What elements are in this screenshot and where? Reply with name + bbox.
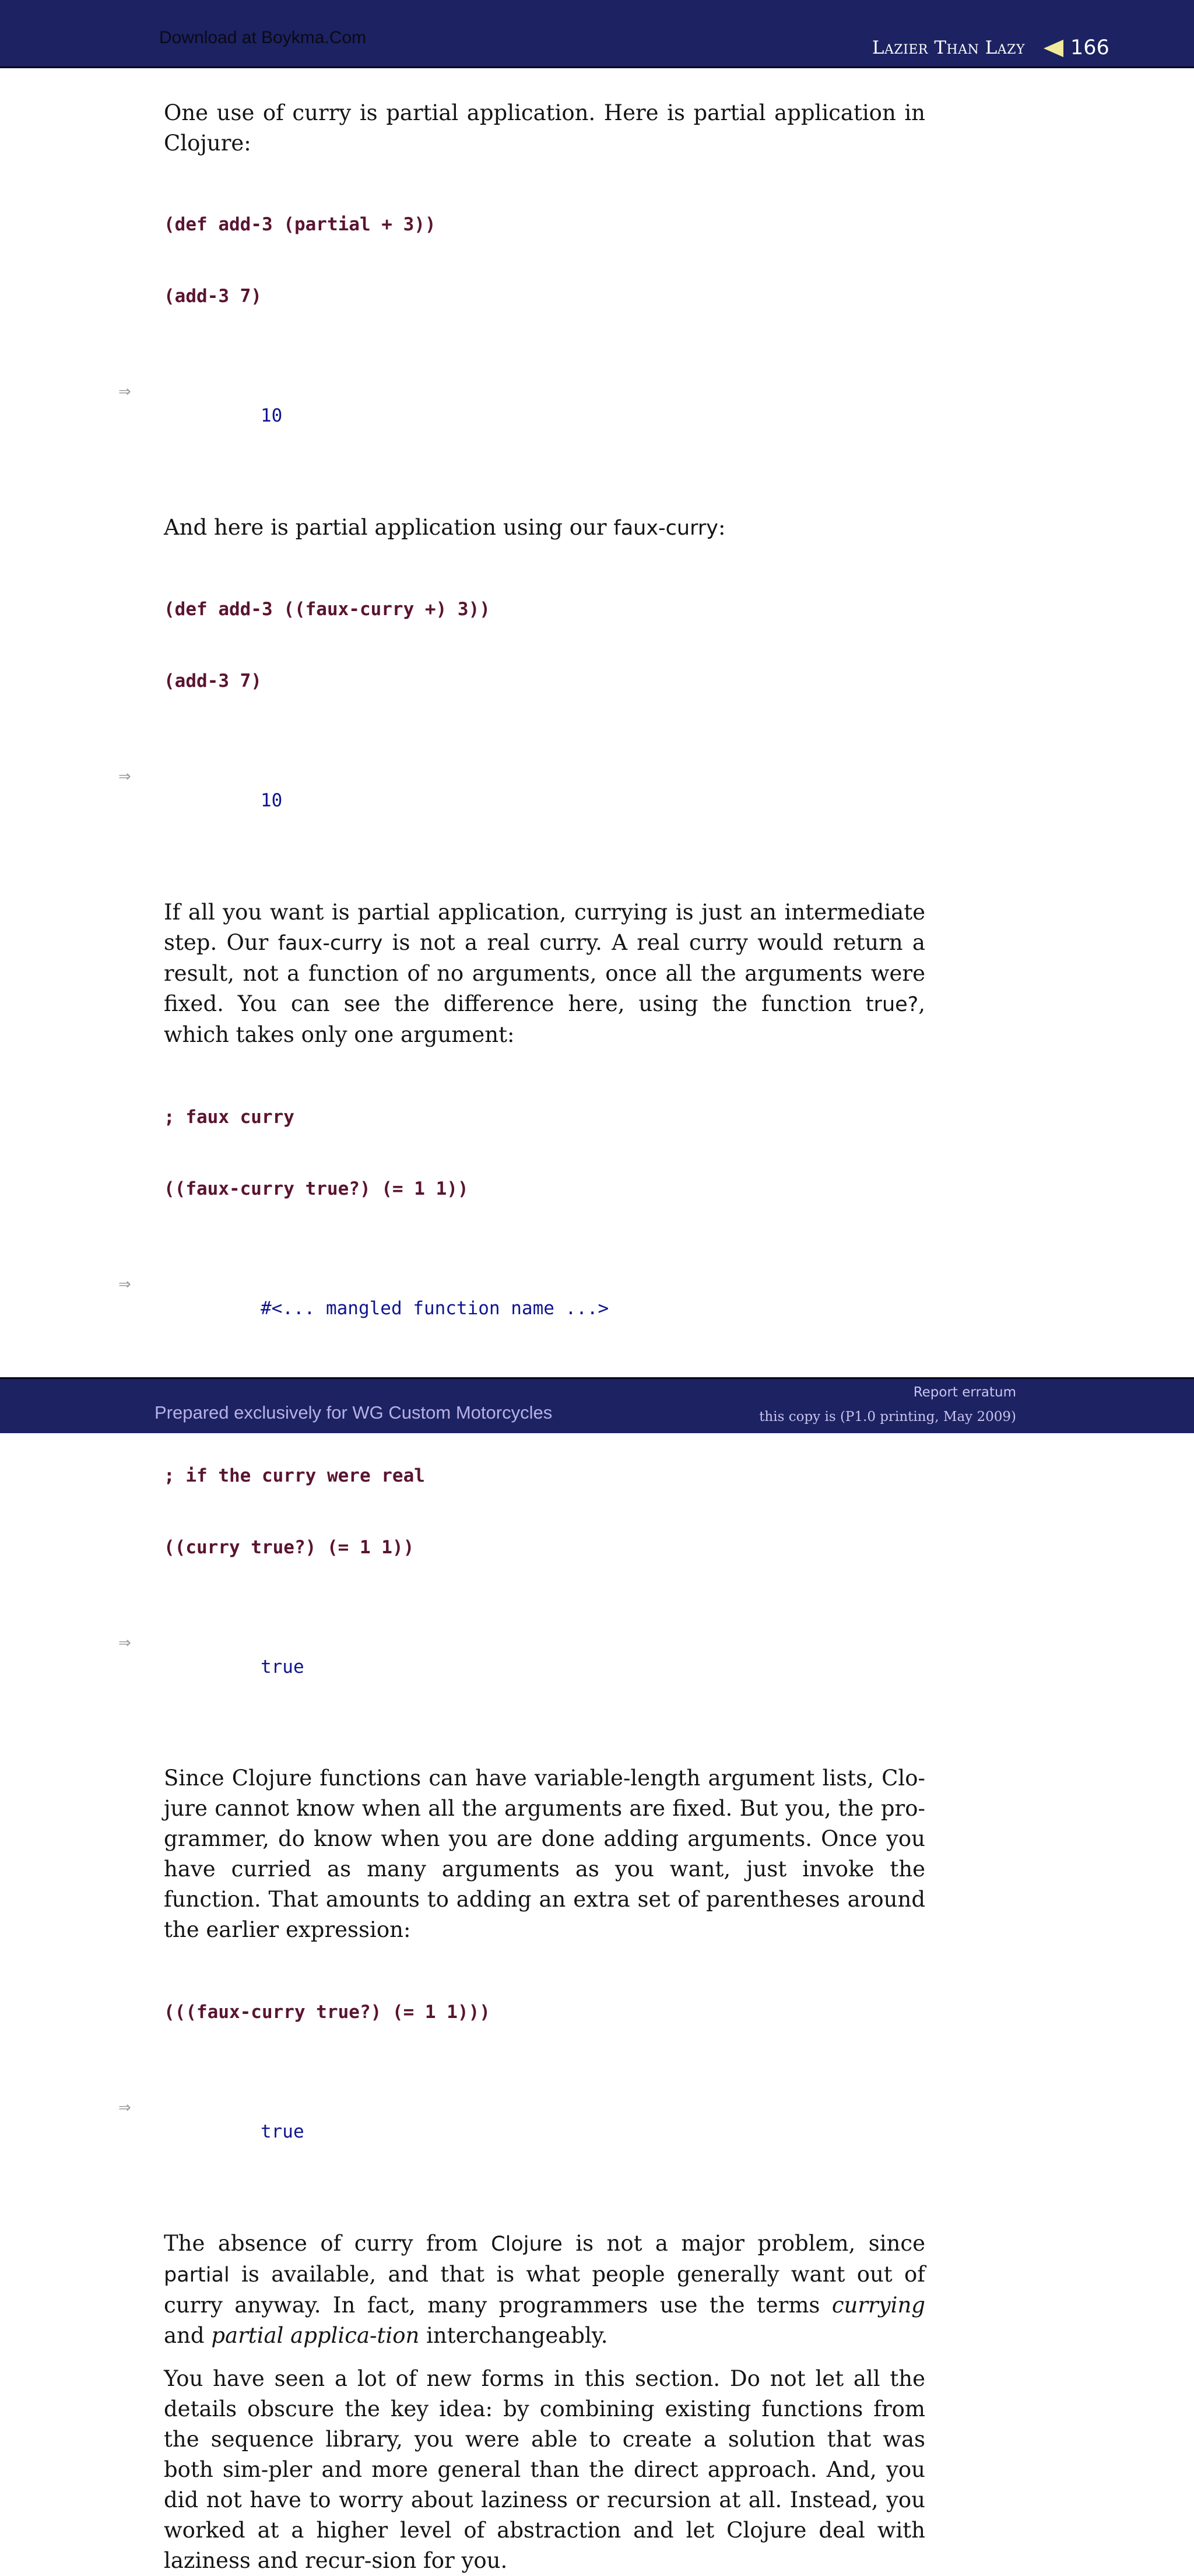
text-run: The absence of curry from: [164, 2231, 491, 2256]
code-comment: ; faux curry: [164, 1107, 294, 1128]
text-run: And here is partial application using our: [164, 515, 614, 540]
report-erratum-link[interactable]: Report erratum: [913, 1385, 1016, 1400]
code-line: (def add-3 ((faux-curry +) 3)): [164, 599, 490, 620]
code-line: (add-3 7): [164, 671, 262, 692]
paragraph-variable-length-args: Since Clojure functions can have variable-length argument lists, Clo-jure cannot know when all the arguments are fixed. But you, the pro-grammer, do know when you are done adding arguments. Once you have curried as many arguments as you want, just invoke the function. That amounts to adding an extra set of parentheses around the earlier expression:: [164, 1766, 925, 1942]
code-line: (def add-3 (partial + 3)): [164, 214, 436, 235]
chapter-title-link[interactable]: Lazier Than Lazy: [872, 37, 1025, 58]
page-header: [0, 0, 1194, 68]
code-output: 10: [260, 790, 283, 811]
code-output: 10: [260, 405, 283, 426]
inline-code: Clojure: [491, 2233, 563, 2256]
code-comment: ; if the curry were real: [164, 1465, 425, 1486]
code-output-row: [118, 1249, 925, 1345]
text-run: is not a real curry. A real curry would return a result, not a function of no arguments, once all the arguments were fixed. You can see the difference here, using the function: [164, 930, 925, 1016]
output-arrow-icon: ⇒: [118, 1276, 131, 1293]
code-line: (add-3 7): [164, 286, 262, 307]
inline-code: faux-curry: [613, 517, 718, 540]
paragraph-real-curry: [164, 897, 925, 1050]
text-run: interchangeably.: [419, 2323, 608, 2348]
page-number: 166: [1070, 36, 1109, 59]
page-footer: [0, 1377, 1194, 1433]
code-output: #<... mangled function name ...>: [260, 1298, 609, 1319]
code-output-row: [118, 1608, 925, 1703]
previous-page-arrow-icon[interactable]: [1044, 40, 1063, 57]
text-run: is not a major problem, since: [562, 2231, 925, 2256]
code-output: true: [260, 2121, 304, 2142]
emphasis-term: partial applica-tion: [211, 2323, 420, 2348]
prepared-for-text: Prepared exclusively for WG Custom Motorcycles: [154, 1402, 553, 1423]
code-line: (((faux-curry true?) (= 1 1))): [164, 2002, 490, 2023]
code-output: true: [260, 1656, 304, 1677]
text-run: and: [164, 2323, 212, 2348]
paragraph-partial-application: One use of curry is partial application. Here is partial application in Clojure:: [164, 100, 925, 156]
text-run: is available, and that is what people generally want out of curry anyway. In fact, many programmers use the terms: [164, 2262, 925, 2318]
paragraph-faux-curry-intro: [164, 513, 925, 543]
code-line: ((curry true?) (= 1 1)): [164, 1537, 415, 1558]
paragraph-absence-of-curry: [164, 2228, 925, 2351]
inline-code: faux-curry: [278, 932, 383, 955]
text-run: :: [718, 515, 726, 540]
download-banner-text: Download at Boykma.Com: [159, 28, 367, 47]
output-arrow-icon: ⇒: [118, 1634, 131, 1652]
paragraph-section-summary: You have seen a lot of new forms in this section. Do not let all the details obscure the key idea: by combining existing functions from the sequence library, you were able to create a solution that was both sim-pler and more general than the direct approach. And, you did not have to worry about laziness or recursion at all. Instead, you worked at a higher level of abstraction and let Clojure deal with laziness and recur-sion for you.: [164, 2366, 925, 2573]
code-block-partial: [118, 165, 925, 500]
printing-info: this copy is (P1.0 printing, May 2009): [759, 1409, 1016, 1424]
code-output-row: [118, 741, 925, 837]
code-output-row: [118, 2072, 925, 2168]
output-arrow-icon: ⇒: [118, 768, 131, 785]
text-run: If all you want is partial application, currying is just an intermediate step. Our: [164, 900, 925, 955]
output-arrow-icon: ⇒: [118, 2099, 131, 2117]
code-line: ((faux-curry true?) (= 1 1)): [164, 1178, 469, 1199]
text-run: , which takes only one argument:: [164, 991, 925, 1047]
inline-code: partial: [164, 2263, 230, 2287]
page-content: [118, 98, 925, 2576]
code-block-faux-curry: [118, 550, 925, 885]
emphasis-term: currying: [831, 2293, 925, 2318]
inline-code: true?: [865, 993, 919, 1016]
code-output-row: [118, 356, 925, 452]
output-arrow-icon: ⇒: [118, 383, 131, 401]
code-block-invoke: [118, 1953, 925, 2216]
